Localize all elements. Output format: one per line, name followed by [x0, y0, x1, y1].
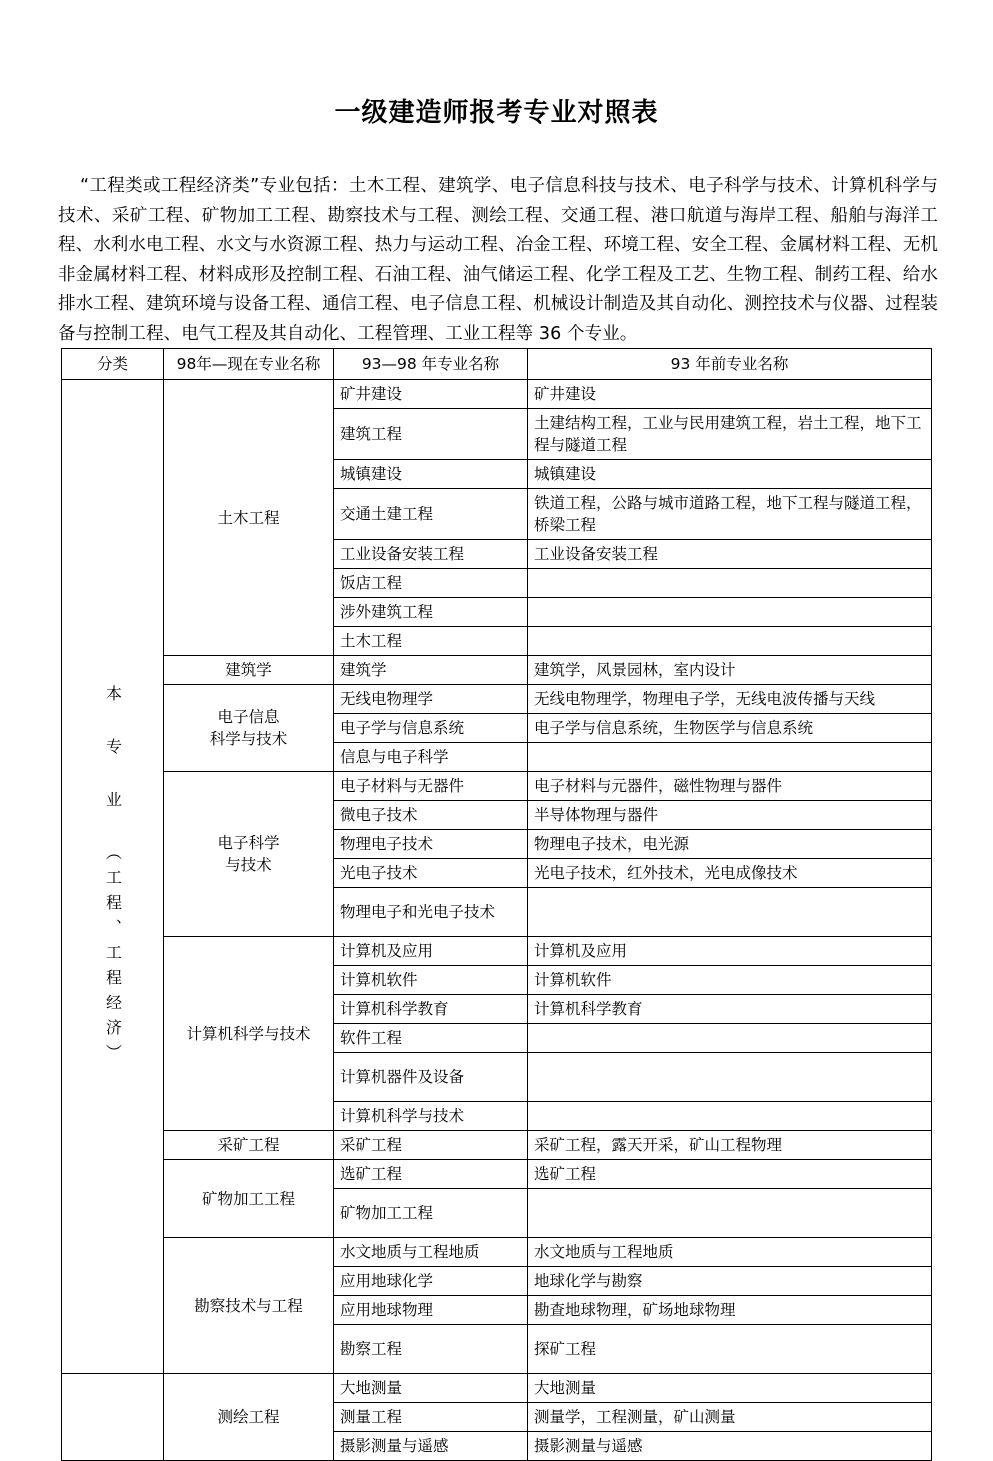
table-header-row — [62, 349, 932, 380]
table-row — [62, 380, 932, 409]
older-major-name: 物理电子技术，电光源 — [528, 830, 932, 859]
page-title: 一级建造师报考专业对照表 — [334, 98, 659, 128]
older-major-name: 摄影测量与遥感 — [528, 1432, 932, 1461]
older-major-name: 光电子技术，红外技术，光电成像技术 — [528, 859, 932, 888]
old-major-name: 物理电子技术 — [334, 830, 528, 859]
old-major-name: 物理电子和光电子技术 — [334, 888, 528, 937]
older-major-name: 建筑学，风景园林，室内设计 — [528, 656, 932, 685]
older-major-name: 计算机科学教育 — [528, 995, 932, 1024]
old-major-name: 计算机科学教育 — [334, 995, 528, 1024]
table-row — [62, 1131, 932, 1160]
old-major-name: 水文地质与工程地质 — [334, 1238, 528, 1267]
major-group-name: 矿物加工工程 — [164, 1160, 334, 1238]
older-major-name: 土建结构工程，工业与民用建筑工程，岩土工程，地下工程与隧道工程 — [528, 409, 932, 460]
older-major-name: 计算机软件 — [528, 966, 932, 995]
old-major-name: 微电子技术 — [334, 801, 528, 830]
old-major-name: 无线电物理学 — [334, 685, 528, 714]
major-group-name: 勘察技术与工程 — [164, 1238, 334, 1374]
major-comparison-table — [61, 348, 932, 1461]
older-major-name: 选矿工程 — [528, 1160, 932, 1189]
old-major-name: 电子学与信息系统 — [334, 714, 528, 743]
old-major-name: 建筑学 — [334, 656, 528, 685]
older-major-name — [528, 598, 932, 627]
older-major-name: 探矿工程 — [528, 1325, 932, 1374]
older-major-name: 工业设备安装工程 — [528, 540, 932, 569]
old-major-name: 计算机及应用 — [334, 937, 528, 966]
old-major-name: 应用地球物理 — [334, 1296, 528, 1325]
table-row — [62, 1374, 932, 1403]
header-pre-93-name: 93 年前专业名称 — [528, 349, 932, 380]
major-group-name: 采矿工程 — [164, 1131, 334, 1160]
older-major-name: 计算机及应用 — [528, 937, 932, 966]
old-major-name: 饭店工程 — [334, 569, 528, 598]
category-label: 本 专 业 （工程、工程经济） — [103, 684, 123, 1069]
older-major-name: 铁道工程，公路与城市道路工程，地下工程与隧道工程，桥梁工程 — [528, 489, 932, 540]
old-major-name: 计算机科学与技术 — [334, 1102, 528, 1131]
header-93-98-name: 93—98 年专业名称 — [334, 349, 528, 380]
old-major-name: 摄影测量与遥感 — [334, 1432, 528, 1461]
table-row — [62, 656, 932, 685]
older-major-name: 半导体物理与器件 — [528, 801, 932, 830]
old-major-name: 勘察工程 — [334, 1325, 528, 1374]
older-major-name: 无线电物理学，物理电子学，无线电波传播与天线 — [528, 685, 932, 714]
older-major-name — [528, 1024, 932, 1053]
old-major-name: 计算机软件 — [334, 966, 528, 995]
older-major-name: 采矿工程，露天开采，矿山工程物理 — [528, 1131, 932, 1160]
intro-paragraph: “工程类或工程经济类”专业包括：土木工程、建筑学、电子信息科技与技术、电子科学与技术、计算机科学与技术、采矿工程、矿物加工工程、勘察技术与工程、测绘工程、交通工程、港口航道与海岸工程、船舶与海洋工程、水利水电工程、水文与水资源工程、热力与运动工程、冶金工程、环境工程、安全工程、金属材料工程、无机非金属材料工程、材料成形及控制工程、石油工程、油气储运工程、化学工程及工艺、生物工程、制药工程、给水排水工程、建筑环境与设备工程、通信工程、电子信息工程、机械设计制造及其自动化、测控技术与仪器、过程装备与控制工程、电气工程及其自动化、工程管理、工业工程等 36 个专业。 — [58, 176, 938, 344]
older-major-name: 电子材料与元器件，磁性物理与器件 — [528, 772, 932, 801]
header-category: 分类 — [62, 349, 164, 380]
old-major-name: 城镇建设 — [334, 460, 528, 489]
old-major-name: 交通土建工程 — [334, 489, 528, 540]
major-group-name: 电子科学 与技术 — [164, 772, 334, 937]
older-major-name: 城镇建设 — [528, 460, 932, 489]
major-group-name: 测绘工程 — [164, 1374, 334, 1461]
table-row — [62, 1238, 932, 1267]
older-major-name — [528, 888, 932, 937]
old-major-name: 大地测量 — [334, 1374, 528, 1403]
header-current-name: 98年—现在专业名称 — [164, 349, 334, 380]
major-group-name: 土木工程 — [164, 380, 334, 656]
old-major-name: 建筑工程 — [334, 409, 528, 460]
major-group-name: 建筑学 — [164, 656, 334, 685]
old-major-name: 采矿工程 — [334, 1131, 528, 1160]
older-major-name: 水文地质与工程地质 — [528, 1238, 932, 1267]
older-major-name: 电子学与信息系统，生物医学与信息系统 — [528, 714, 932, 743]
old-major-name: 涉外建筑工程 — [334, 598, 528, 627]
major-group-name: 计算机科学与技术 — [164, 937, 334, 1131]
old-major-name: 软件工程 — [334, 1024, 528, 1053]
old-major-name: 矿井建设 — [334, 380, 528, 409]
older-major-name — [528, 1053, 932, 1102]
category-cell-vertical-continued — [62, 1374, 164, 1461]
older-major-name — [528, 1102, 932, 1131]
old-major-name: 信息与电子科学 — [334, 743, 528, 772]
older-major-name — [528, 1189, 932, 1238]
old-major-name: 电子材料与无器件 — [334, 772, 528, 801]
old-major-name: 土木工程 — [334, 627, 528, 656]
table-body — [62, 380, 932, 1461]
old-major-name: 矿物加工工程 — [334, 1189, 528, 1238]
table-row — [62, 937, 932, 966]
old-major-name: 工业设备安装工程 — [334, 540, 528, 569]
older-major-name — [528, 627, 932, 656]
older-major-name: 大地测量 — [528, 1374, 932, 1403]
older-major-name: 地球化学与勘察 — [528, 1267, 932, 1296]
older-major-name: 测量学，工程测量，矿山测量 — [528, 1403, 932, 1432]
table-row — [62, 1160, 932, 1189]
old-major-name: 测量工程 — [334, 1403, 528, 1432]
older-major-name: 矿井建设 — [528, 380, 932, 409]
old-major-name: 计算机器件及设备 — [334, 1053, 528, 1102]
older-major-name — [528, 743, 932, 772]
old-major-name: 选矿工程 — [334, 1160, 528, 1189]
older-major-name: 勘查地球物理，矿场地球物理 — [528, 1296, 932, 1325]
table-row — [62, 772, 932, 801]
old-major-name: 光电子技术 — [334, 859, 528, 888]
old-major-name: 应用地球化学 — [334, 1267, 528, 1296]
category-cell-vertical — [62, 380, 164, 1374]
older-major-name — [528, 569, 932, 598]
major-group-name: 电子信息 科学与技术 — [164, 685, 334, 772]
table-row — [62, 685, 932, 714]
